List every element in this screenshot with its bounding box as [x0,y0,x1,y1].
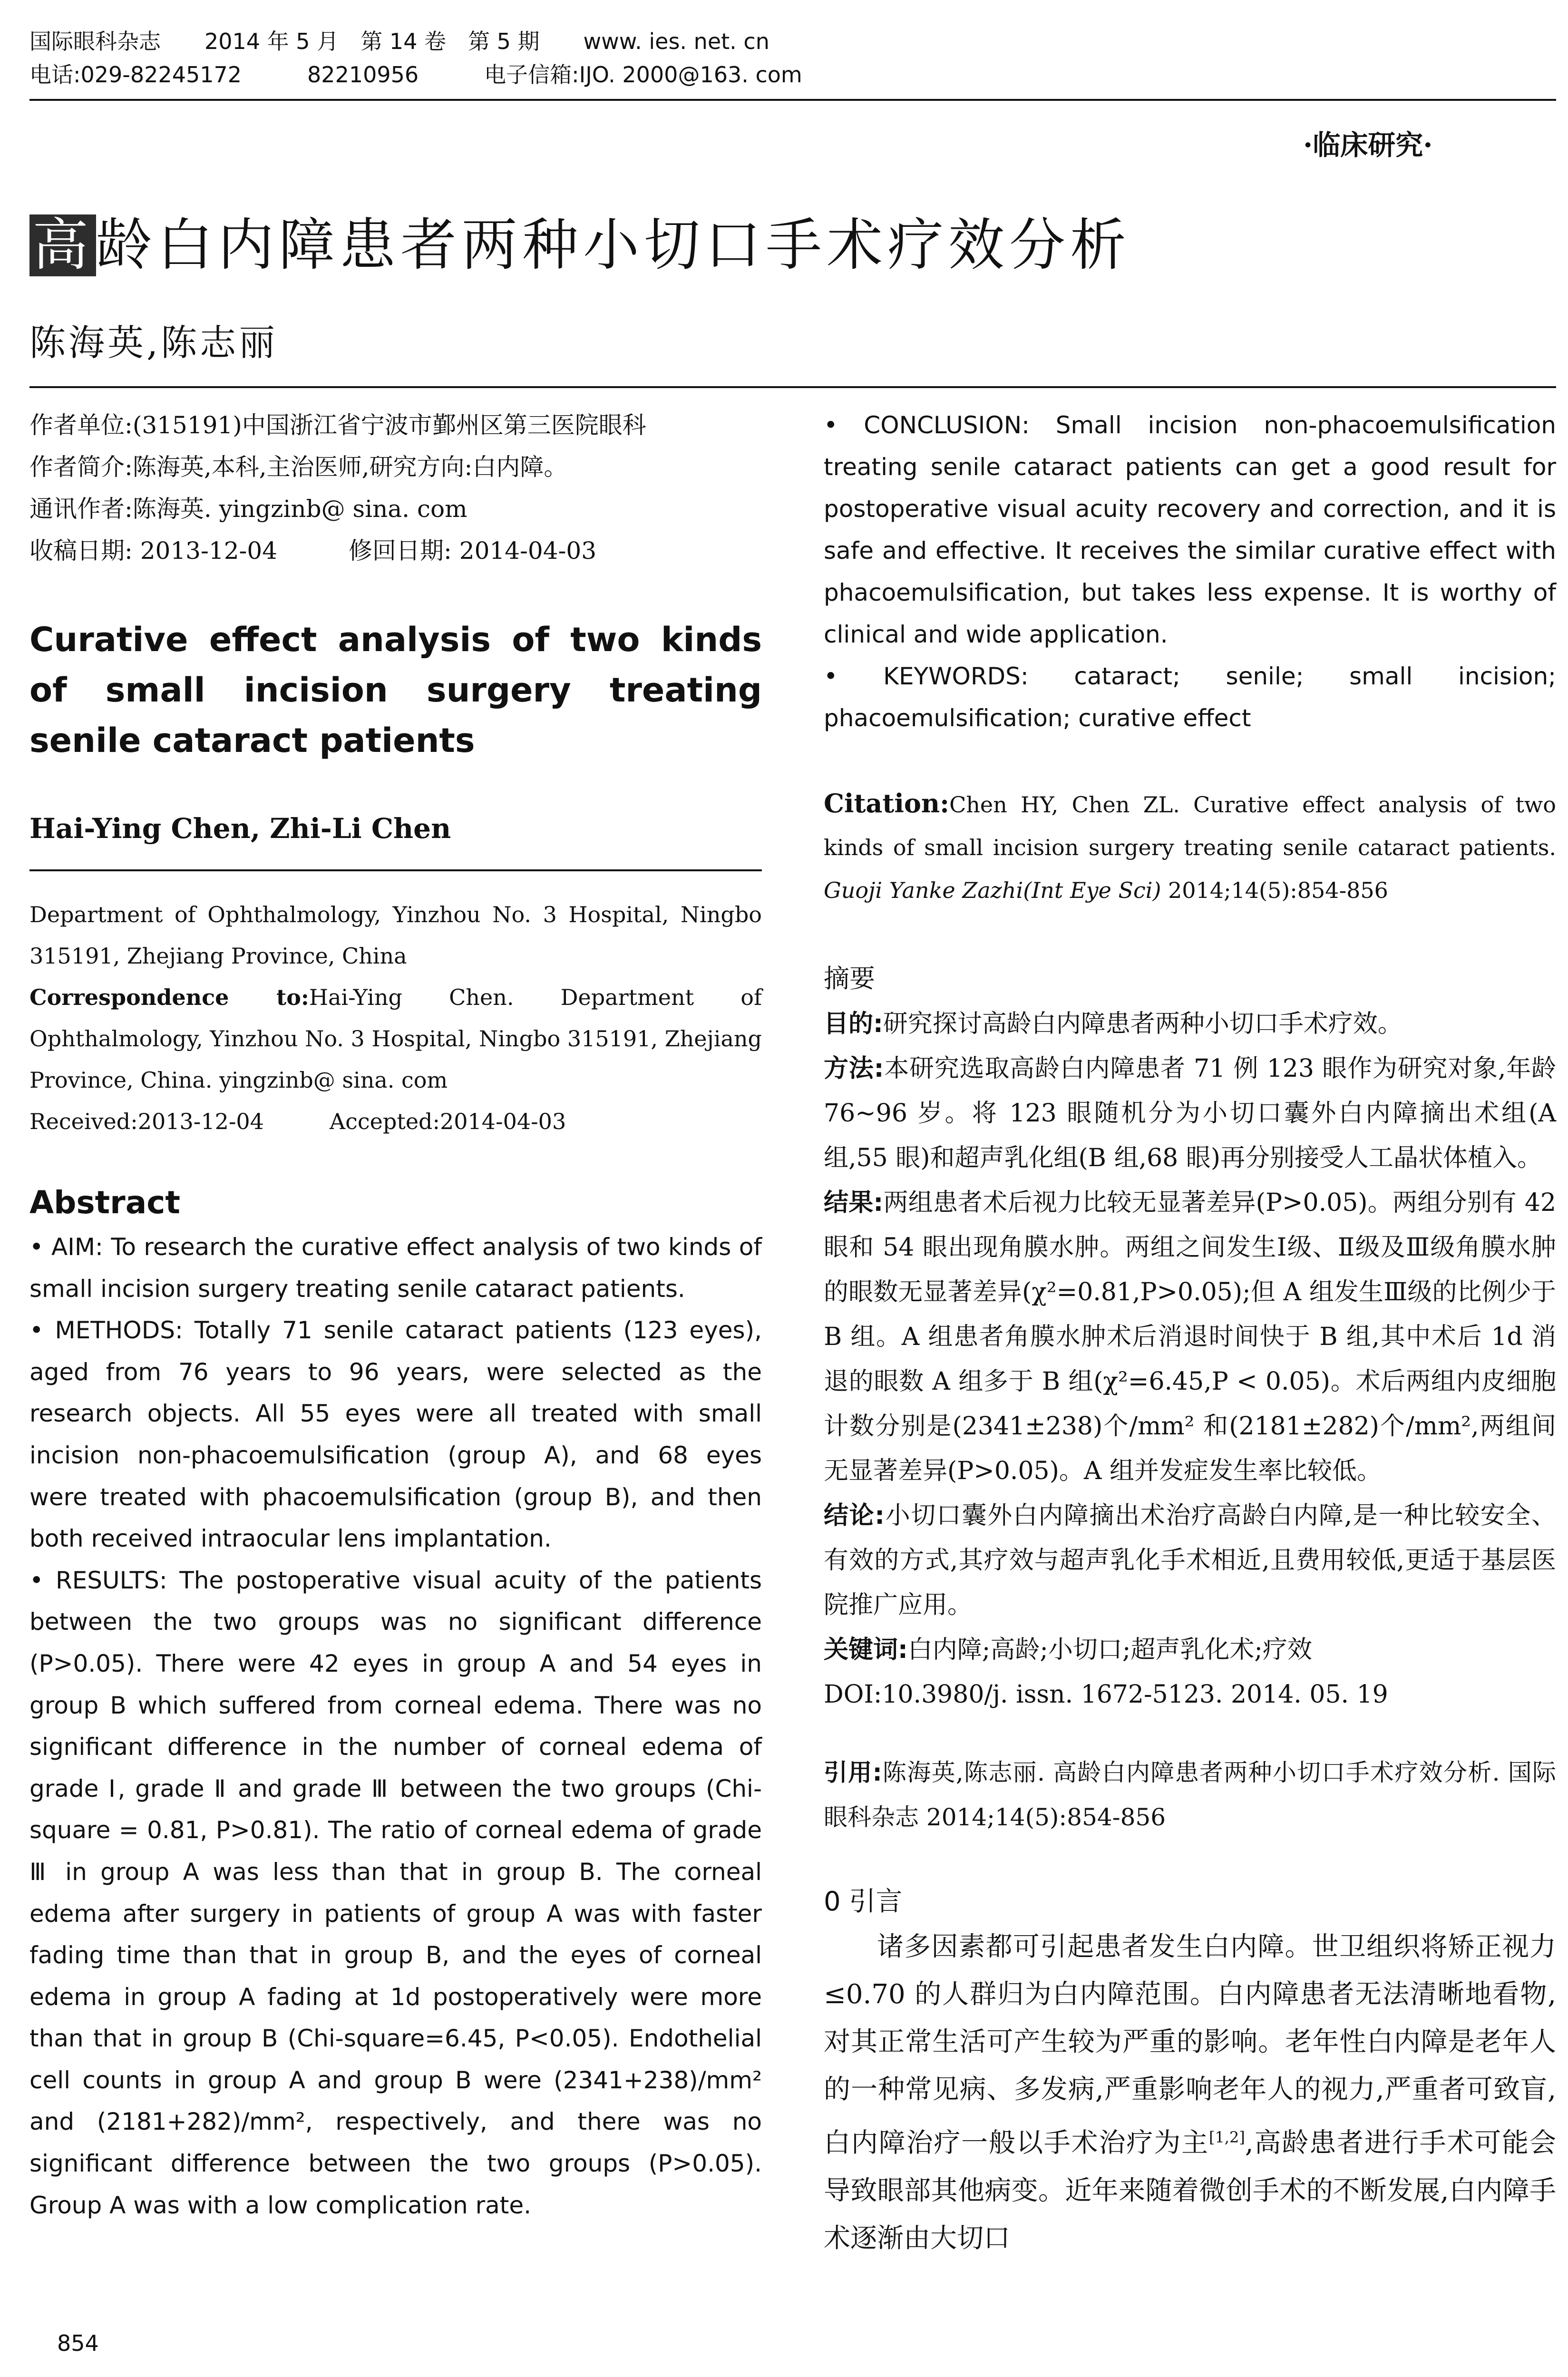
results-label-cn: 结果: [824,1188,884,1217]
title-en: Curative effect analysis of two kinds of small incision surgery treating senile cataract patients [29,620,762,760]
corresponding-author: 通讯作者:陈海英. yingzinb@ sina. com [29,495,467,523]
keywords-cn [824,1627,1556,1672]
abstract-cn-body [824,1002,1556,1717]
abstract-keywords: • KEYWORDS: cataract; senile; small incision; phacoemulsification; curative effect [824,662,1556,732]
authors-rule [29,869,762,871]
conclusion-text-cn: 小切口囊外白内障摘出术治疗高龄白内障,是一种比较安全、有效的方式,其疗效与超声乳化手术相近,且费用较低,更适于基层医院推广应用。 [824,1501,1556,1619]
methods-label-cn: 方法: [824,1054,884,1083]
citation-cn-label: 引用: [824,1759,882,1786]
abstract-conclusion: • CONCLUSION: Small incision non-phacoemulsification treating senile cataract patients can get a good result for postoperative visual acuity recovery and correction, and it is safe and effective. It receives the similar curative effect with phacoemulsification, but takes less expense. It is worthy of clinical and wide application. [824,411,1556,648]
citation-label: Citation: [824,788,950,818]
running-header [29,25,838,91]
header-contact-line: 电话:029-82245172 82210956 电子信箱:IJO. 2000@163. com [29,62,802,88]
authors-en: Hai-Ying Chen, Zhi-Li Chen [29,812,451,845]
right-column [824,404,1556,2262]
intro-reference: [1,2] [1208,2128,1245,2146]
author-info-block [29,404,762,572]
aim-text-cn: 研究探讨高龄白内障患者两种小切口手术疗效。 [883,1010,1402,1038]
correspondence-label: Correspondence to: [29,984,309,1010]
intro-text-tail: ,高龄患者进行手术可能会导致眼部其他病变。近年来随着微创手术的不断发展,白内障手术逐渐由大切口 [824,2127,1556,2254]
title-rest: 龄白内障患者两种小切口手术疗效分析 [96,212,1131,278]
author-bio: 作者简介:陈海英,本科,主治医师,研究方向:白内障。 [29,453,568,481]
keywords-text-cn: 白内障;高龄;小切口;超声乳化术;疗效 [907,1636,1312,1664]
abstract-heading: Abstract [29,1184,180,1221]
abstract-en-body [29,1227,762,2226]
intro-heading: 0 引言 [824,1886,903,1917]
article-title [29,200,1131,281]
methods-text-cn: 本研究选取高龄白内障患者 71 例 123 眼作为研究对象,年龄 76~96 岁。将 123 眼随机分为小切口囊外白内障摘出术组(A 组,55 眼)和超声乳化组(B 组,68 眼)再分别接受人工晶状体植入。 [824,1054,1556,1172]
aim-label-cn: 目的: [824,1010,883,1038]
intro-text: 诸多因素都可引起患者发生白内障。世卫组织将矫正视力≤0.70 的人群归为白内障范围。白内障患者无法清晰地看物,对其正常生活可产生较为严重的影响。老年性白内障是老年人的一种常见病、多发病,严重影响老年人的视力,严重者可致盲,白内障治疗一般以手术治疗为主 [824,1931,1556,2159]
authors-cn: 陈海英,陈志丽 [29,321,278,364]
conclusion-label-cn: 结论: [824,1501,885,1530]
affiliation-block [29,894,762,1142]
abstract-cn-aim [824,1002,1556,1046]
department-en: Department of Ophthalmology, Yinzhou No. 3 Hospital, Ningbo 315191, Zhejiang Province, China [29,902,762,969]
header-rule [29,99,1556,101]
abstract-methods: • METHODS: Totally 71 senile cataract patients (123 eyes), aged from 76 years to 96 years, were selected as the research objects. All 55 eyes were all treated with small incision non-phacoemulsification (group A), and 68 eyes were treated with phacoemulsification (group B), and then both received intraocular lens implantation. [29,1316,762,1553]
section-tag: ·临床研究· [1303,129,1433,161]
citation-journal: Guoji Yanke Zazhi(Int Eye Sci) [824,877,1161,903]
title-first-char: 高 [29,214,96,276]
keywords-label-cn: 关键词: [824,1636,908,1664]
correspondence-en [29,977,762,1101]
left-column [29,404,762,2226]
abstract-cn-methods [824,1046,1556,1180]
citation-cn-text: 陈海英,陈志丽. 高龄白内障患者两种小切口手术疗效分析. 国际眼科杂志 2014;14(5):854-856 [824,1759,1557,1831]
author-affiliation: 作者单位:(315191)中国浙江省宁波市鄞州区第三医院眼科 [29,411,646,439]
header-journal-line: 国际眼科杂志 2014 年 5 月 第 14 卷 第 5 期 www. ies. net. cn [29,29,769,54]
intro-paragraph [824,1923,1556,2262]
citation-tail: 2014;14(5):854-856 [1161,877,1388,903]
abstract-results: • RESULTS: The postoperative visual acuity of the patients between the two groups was no significant difference (P>0.05). There were 42 eyes in group A and 54 eyes in group B which suffered from corneal edema. There was no significant difference in the number of corneal edema of grade Ⅰ, grade Ⅱ and grade Ⅲ between the two groups (Chi-square = 0.81, P>0.81). The ratio of corneal edema of grade Ⅲ in group A was less than that in group B. The corneal edema after surgery in patients of group A was with faster fading time than that in group B, and the eyes of corneal edema in group A fading at 1d postoperatively were more than that in group B (Chi-square=6.45, P<0.05). Endothelial cell counts in group A and group B were (2341+238)/mm² and (2181+282)/mm², respectively, and there was no significant difference between the two groups (P>0.05). Group A was with a low complication rate. [29,1566,762,2219]
received-accepted: Received:2013-12-04 Accepted:2014-04-03 [29,1109,566,1134]
page-number: 854 [57,2330,99,2356]
citation-text: Chen HY, Chen ZL. Curative effect analysis of two kinds of small incision surgery treating senile cataract patients. [824,792,1556,860]
doi: DOI:10.3980/j. issn. 1672-5123. 2014. 05. 19 [824,1680,1388,1709]
abstract-cn-heading: 摘要 [824,964,875,994]
correspondence-text: Hai-Ying Chen. Department of Ophthalmology, Yinzhou No. 3 Hospital, Ningbo 315191, Zhejiang Province, China. yingzinb@ sina. com [29,984,762,1093]
title-rule [29,386,1556,388]
abstract-cn-results [824,1180,1556,1493]
results-text-cn: 两组患者术后视力比较无显著差异(P>0.05)。两组分别有 42 眼和 54 眼出现角膜水肿。两组之间发生Ⅰ级、Ⅱ级及Ⅲ级角膜水肿的眼数无显著差异(χ²=0.81,P>0.05);但 A 组发生Ⅲ级的比例少于 B 组。A 组患者角膜水肿术后消退时间快于 B 组,其中术后 1d 消退的眼数 A 组多于 B 组(χ²=6.45,P < 0.05)。术后两组内皮细胞计数分别是(2341±238)个/mm² 和(2181±282)个/mm²,两组间无显著差异(P>0.05)。A 组并发症发生率比较低。 [824,1188,1556,1485]
citation-en [824,782,1556,912]
abstract-cn-conclusion [824,1493,1556,1627]
abstract-en-continued [824,404,1556,739]
citation-cn [824,1750,1556,1840]
abstract-aim: • AIM: To research the curative effect analysis of two kinds of small incision surgery treating senile cataract patients. [29,1233,762,1303]
dates-cn: 收稿日期: 2013-12-04 修回日期: 2014-04-03 [29,537,597,565]
